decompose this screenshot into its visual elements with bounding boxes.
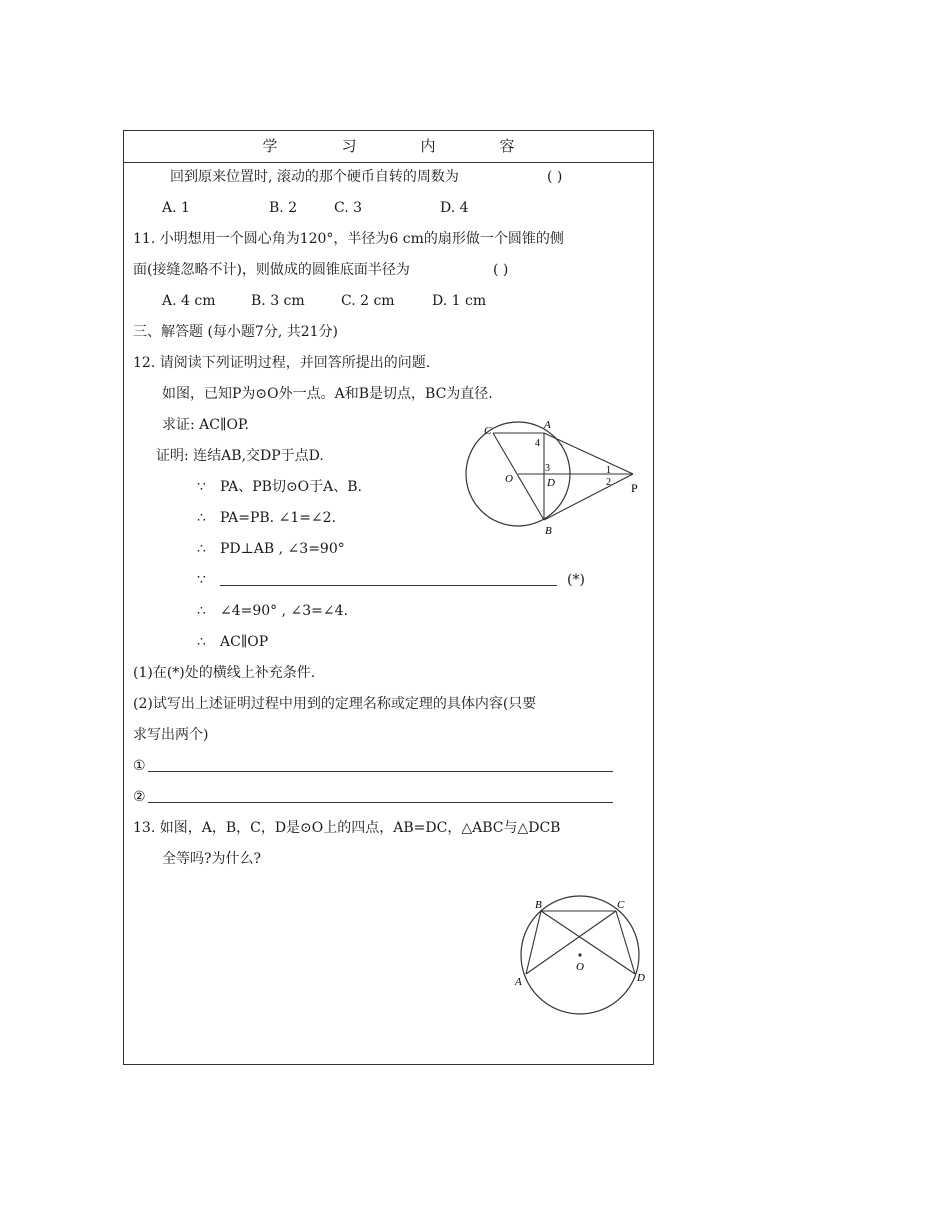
header-char: 习 xyxy=(341,137,357,155)
label-c: C xyxy=(484,425,492,437)
star-mark: (*) xyxy=(567,572,585,588)
q12-sub1: (1)在(*)处的横线上补充条件. xyxy=(133,665,316,681)
table-header xyxy=(124,131,653,163)
proof-step-symbol: ∴ xyxy=(197,634,206,650)
q12-prove: 求证: AC∥OP. xyxy=(162,417,249,433)
label-a: A xyxy=(544,419,551,431)
cyclic-quad-figure xyxy=(512,895,652,1033)
proof-step-text: AC∥OP xyxy=(220,634,269,650)
q11-paren: ( ) xyxy=(493,262,509,278)
label-d: D xyxy=(547,477,555,489)
header-char: 内 xyxy=(420,137,436,155)
q11-option-a: A. 4 cm xyxy=(162,293,216,309)
q10-option-d: D. 4 xyxy=(440,200,469,216)
q13-line1: 13. 如图，A，B，C，D是⊙O上的四点，AB=DC，△ABC与△DCB xyxy=(133,820,561,836)
section-title: 三、解答题 (每小题7分, 共21分) xyxy=(133,324,338,340)
q12-sub2-line2: 求写出两个) xyxy=(133,727,209,743)
q10-option-c: C. 3 xyxy=(334,200,363,216)
angle-1-label: 1 xyxy=(606,465,611,476)
proof-step-symbol: ∴ xyxy=(197,541,206,557)
diagonal-bd xyxy=(541,911,635,974)
tangent-pb xyxy=(544,474,633,520)
header-char: 学 xyxy=(262,137,278,155)
proof-step-text: PD⊥AB , ∠3=90° xyxy=(220,541,345,557)
q10-option-a: A. 1 xyxy=(162,200,190,216)
q12-sub2-line1: (2)试写出上述证明过程中用到的定理名称或定理的具体内容(只要 xyxy=(133,696,537,712)
label-b2: B xyxy=(535,899,542,911)
fill-in-blank[interactable] xyxy=(220,585,557,586)
diagonal-ca xyxy=(526,911,616,974)
answer-line-1[interactable] xyxy=(148,771,613,772)
proof-step-text: PA、PB切⊙O于A、B. xyxy=(220,479,363,495)
label-o: O xyxy=(505,473,513,485)
q10-paren: ( ) xyxy=(547,169,563,185)
q12-given: 如图，已知P为⊙O外一点。A和B是切点，BC为直径. xyxy=(162,386,493,402)
answer-label-1: ① xyxy=(133,758,146,774)
proof-step-text: PA=PB. ∠1=∠2. xyxy=(220,510,337,526)
label-b: B xyxy=(545,525,552,537)
angle-2-label: 2 xyxy=(606,477,611,488)
angle-4-label: 4 xyxy=(535,438,540,449)
q10-option-b: B. 2 xyxy=(269,200,298,216)
proof-step-symbol: ∵ xyxy=(197,479,206,495)
center-dot xyxy=(578,953,581,956)
q12-proof-start: 证明: 连结AB,交DP于点D. xyxy=(156,448,324,464)
label-p: P xyxy=(631,481,638,495)
tangent-figure xyxy=(455,418,655,540)
q11-option-b: B. 3 cm xyxy=(251,293,305,309)
proof-step-symbol: ∴ xyxy=(197,510,206,526)
proof-step-symbol: ∴ xyxy=(197,603,206,619)
angle-3-label: 3 xyxy=(545,463,550,474)
proof-step-text: ∠4=90° , ∠3=∠4. xyxy=(220,603,348,619)
header-char: 容 xyxy=(499,137,515,155)
tangent-pa xyxy=(544,433,633,474)
answer-line-2[interactable] xyxy=(148,802,613,803)
label-d2: D xyxy=(637,972,645,984)
label-c2: C xyxy=(617,899,625,911)
q13-line2: 全等吗?为什么? xyxy=(162,851,262,867)
q10-text: 回到原来位置时, 滚动的那个硬币自转的周数为 xyxy=(170,169,459,185)
q11-line1: 11. 小明想用一个圆心角为120°，半径为6 cm的扇形做一个圆锥的侧 xyxy=(133,231,564,247)
q11-option-d: D. 1 cm xyxy=(432,293,487,309)
label-o2: O xyxy=(576,961,584,973)
q11-line2: 面(接缝忽略不计)，则做成的圆锥底面半径为 xyxy=(133,262,410,278)
proof-step-symbol: ∵ xyxy=(197,572,206,588)
label-a2: A xyxy=(515,976,522,988)
chord-cd xyxy=(616,911,635,974)
answer-label-2: ② xyxy=(133,789,146,805)
q11-option-c: C. 2 cm xyxy=(341,293,395,309)
q12-intro: 12. 请阅读下列证明过程，并回答所提出的问题. xyxy=(133,355,431,371)
